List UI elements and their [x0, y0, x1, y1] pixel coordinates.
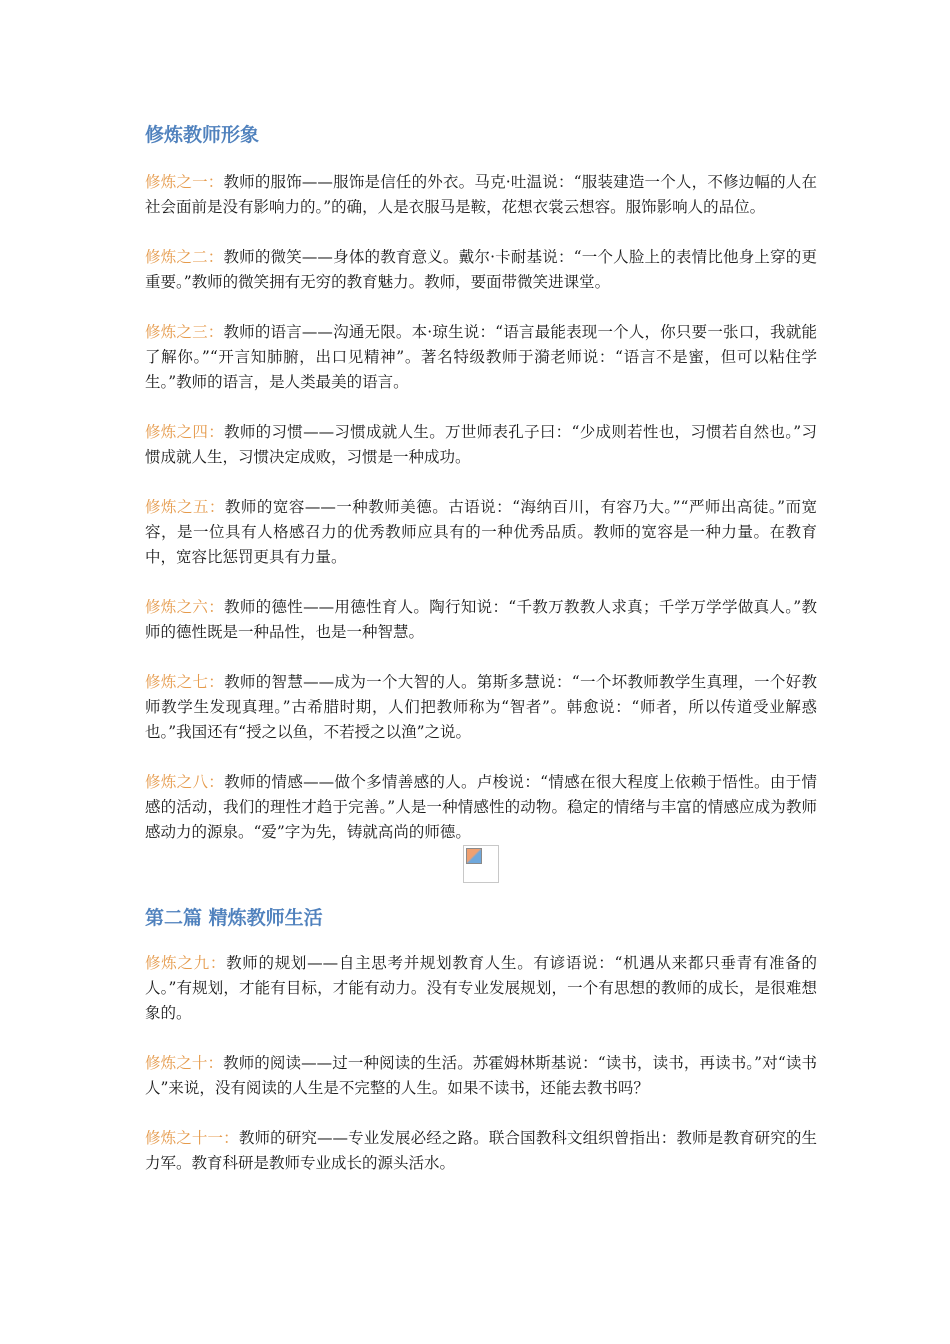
paragraph-label: 修炼之十：	[145, 1054, 224, 1072]
paragraph-text: 教师的情感——做个多情善感的人。卢梭说：“情感在很大程度上依赖于悟性。由于情感的活动，我们的理性才趋于完善。”人是一种情感性的动物。稳定的情绪与丰富的情感应成为教师感动力的源泉。“爱”字为先，铸就高尚的师德。	[145, 773, 817, 841]
paragraph-text: 教师的习惯——习惯成就人生。万世师表孔子曰：“少成则若性也，习惯若自然也。”习惯成就人生，习惯决定成败，习惯是一种成功。	[145, 423, 817, 466]
paragraph-text: 教师的语言——沟通无限。本·琼生说：“语言最能表现一个人，你只要一张口，我就能了解你。”“开言知肺腑，出口见精神”。著名特级教师于漪老师说：“语言不是蜜，但可以粘住学生。”教师的语言，是人类最美的语言。	[145, 323, 817, 391]
paragraph-label: 修炼之九：	[145, 954, 227, 972]
paragraph-text: 教师的智慧——成为一个大智的人。第斯多慧说：“一个坏教师教学生真理，一个好教师教学生发现真理。”古希腊时期，人们把教师称为“智者”。韩愈说：“师者，所以传道受业解惑也。”我国还有“授之以鱼，不若授之以渔”之说。	[145, 673, 817, 741]
paragraph-text: 教师的德性——用德性育人。陶行知说：“千教万教教人求真；千学万学学做真人。”教师的德性既是一种品性，也是一种智慧。	[145, 598, 817, 641]
paragraph	[145, 670, 817, 745]
paragraph	[145, 245, 817, 295]
section-title: 修炼教师形象	[145, 124, 260, 146]
paragraph-label: 修炼之二：	[145, 248, 224, 266]
paragraph-text: 教师的微笑——身体的教育意义。戴尔·卡耐基说：“一个人脸上的表情比他身上穿的更重要。”教师的微笑拥有无穷的教育魅力。教师，要面带微笑进课堂。	[145, 248, 817, 291]
paragraph	[145, 420, 817, 470]
document-page	[145, 0, 817, 1201]
paragraph-text: 教师的规划——自主思考并规划教育人生。有谚语说：“机遇从来都只垂青有准备的人。”有规划，才能有目标，才能有动力。没有专业发展规划，一个有思想的教师的成长，是很难想象的。	[145, 954, 817, 1022]
paragraph-text: 教师的研究——专业发展必经之路。联合国教科文组织曾指出：教师是教育研究的生力军。教育科研是教师专业成长的源头活水。	[145, 1129, 817, 1172]
paragraph-label: 修炼之十一：	[145, 1129, 239, 1147]
broken-image-icon	[463, 845, 499, 883]
paragraph-label: 修炼之五：	[145, 498, 225, 516]
paragraph	[145, 770, 817, 845]
paragraph	[145, 495, 817, 570]
image-glyph-icon	[466, 848, 482, 864]
paragraph-text: 教师的阅读——过一种阅读的生活。苏霍姆林斯基说：“读书，读书，再读书。”对“读书人”来说，没有阅读的人生是不完整的人生。如果不读书，还能去教书吗？	[145, 1054, 817, 1097]
paragraph-label: 修炼之八：	[145, 773, 225, 791]
paragraph	[145, 595, 817, 645]
paragraph-text: 教师的服饰——服饰是信任的外衣。马克·吐温说：“服装建造一个人，不修边幅的人在社会面前是没有影响力的。”的确，人是衣服马是鞍，花想衣裳云想容。服饰影响人的品位。	[145, 173, 817, 216]
paragraph	[145, 320, 817, 395]
paragraph-text: 教师的宽容——一种教师美德。古语说：“海纳百川，有容乃大。”“严师出高徒。”而宽容，是一位具有人格感召力的优秀教师应具有的一种优秀品质。教师的宽容是一种力量。在教育中，宽容比惩罚更具有力量。	[145, 498, 817, 566]
section-1-paragraphs	[145, 170, 817, 845]
paragraph-label: 修炼之三：	[145, 323, 224, 341]
paragraph	[145, 170, 817, 220]
paragraph	[145, 951, 817, 1026]
paragraph-label: 修炼之一：	[145, 173, 224, 191]
section-title: 第二篇 精炼教师生活	[145, 907, 323, 929]
paragraph-label: 修炼之七：	[145, 673, 225, 691]
paragraph	[145, 1126, 817, 1176]
paragraph-label: 修炼之四：	[145, 423, 225, 441]
section-2-paragraphs	[145, 951, 817, 1176]
paragraph-label: 修炼之六：	[145, 598, 225, 616]
paragraph	[145, 1051, 817, 1101]
